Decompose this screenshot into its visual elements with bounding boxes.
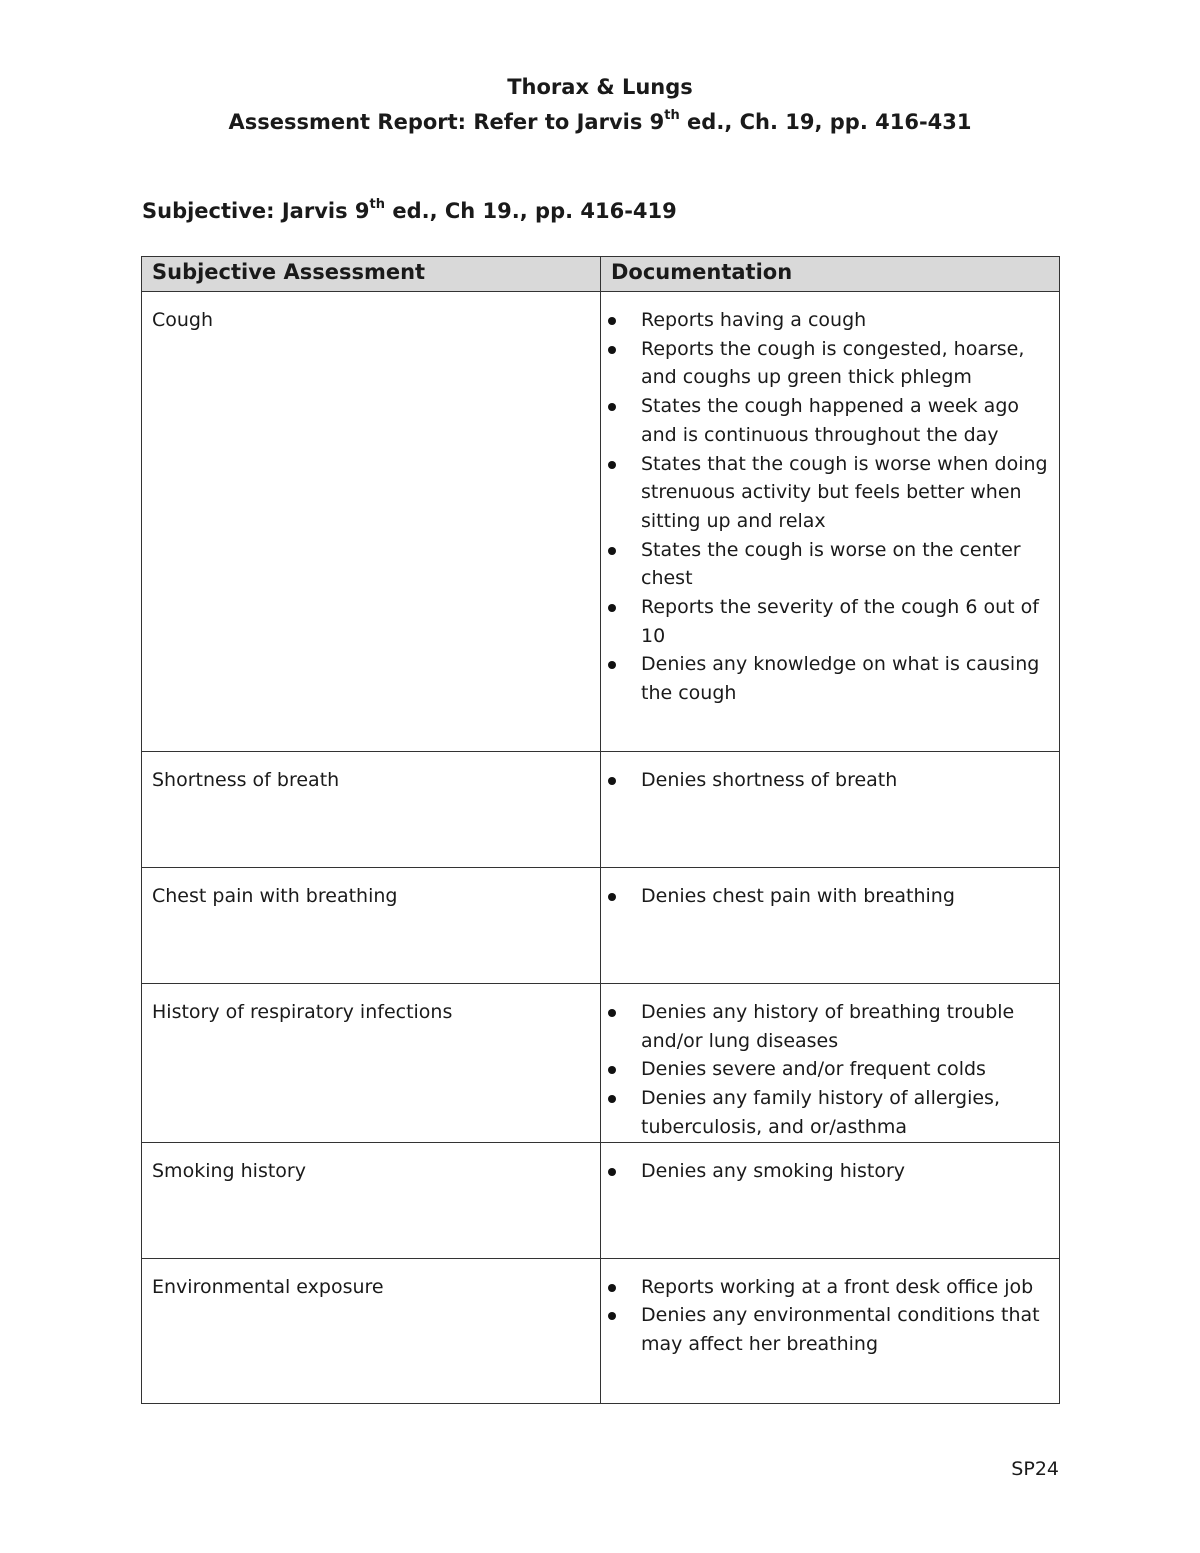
documentation-list (601, 984, 1059, 1142)
column-header-assessment: Subjective Assessment (142, 257, 601, 292)
assessment-label: Smoking history (152, 1159, 306, 1182)
list-item: Denies any family history of allergies, tuberculosis, and or/asthma (641, 1084, 1049, 1141)
documentation-list (601, 1143, 1059, 1186)
list-item: Denies any smoking history (641, 1157, 1049, 1186)
assessment-cell (142, 984, 601, 1143)
assessment-label: Chest pain with breathing (152, 885, 398, 907)
list-item: Reports having a cough (641, 306, 1049, 335)
subtitle-text-end: ed., Ch. 19, pp. 416-431 (679, 110, 972, 134)
documentation-list (601, 868, 1059, 911)
assessment-label: Environmental exposure (152, 1275, 384, 1298)
assessment-label: History of respiratory infections (152, 1001, 453, 1023)
list-item: Denies severe and/or frequent colds (641, 1055, 1049, 1084)
list-item: States that the cough is worse when doing strenuous activity but feels better when sitting up and relax (641, 450, 1049, 536)
list-item: States the cough is worse on the center chest (641, 536, 1049, 593)
list-item: Denies any environmental conditions that may affect her breathing (641, 1301, 1049, 1358)
documentation-cell (601, 292, 1060, 752)
assessment-cell (142, 868, 601, 984)
assessment-label: Cough (152, 309, 214, 331)
section-heading-text: Subjective: Jarvis 9 (142, 199, 370, 223)
list-item: Denies any knowledge on what is causing the cough (641, 650, 1049, 707)
assessment-cell (142, 292, 601, 752)
list-item: Denies chest pain with breathing (641, 882, 1049, 911)
table-row (142, 1142, 1060, 1258)
list-item: Denies any history of breathing trouble and/or lung diseases (641, 998, 1049, 1055)
subtitle-text: Assessment Report: Refer to Jarvis 9 (228, 110, 665, 134)
subtitle-superscript: th (664, 108, 680, 123)
footer-code: SP24 (1011, 1458, 1059, 1480)
table-header-row (142, 257, 1060, 292)
table-row (142, 984, 1060, 1143)
documentation-cell (601, 868, 1060, 984)
documentation-cell (601, 1258, 1060, 1403)
assessment-cell (142, 1142, 601, 1258)
column-header-documentation: Documentation (601, 257, 1060, 292)
section-heading-superscript: th (369, 197, 386, 212)
documentation-cell (601, 1142, 1060, 1258)
documentation-list (601, 292, 1059, 708)
assessment-table (141, 256, 1060, 1404)
list-item: Reports the cough is congested, hoarse, and coughs up green thick phlegm (641, 335, 1049, 392)
list-item: Reports the severity of the cough 6 out of 10 (641, 593, 1049, 650)
list-item: States the cough happened a week ago and is continuous throughout the day (641, 392, 1049, 449)
table-row (142, 868, 1060, 984)
assessment-label: Shortness of breath (152, 769, 340, 791)
table-row (142, 752, 1060, 868)
assessment-cell (142, 752, 601, 868)
documentation-cell (601, 984, 1060, 1143)
page-title: Thorax & Lungs (507, 75, 693, 99)
list-item: Denies shortness of breath (641, 766, 1049, 795)
assessment-cell (142, 1258, 601, 1403)
documentation-list (601, 752, 1059, 795)
table-row (142, 292, 1060, 752)
section-heading-text-end: ed., Ch 19., pp. 416-419 (385, 199, 677, 223)
list-item: Reports working at a front desk office job (641, 1273, 1049, 1302)
table-row (142, 1258, 1060, 1403)
page-subtitle (0, 110, 1200, 134)
documentation-list (601, 1259, 1059, 1359)
section-heading (142, 199, 677, 223)
documentation-cell (601, 752, 1060, 868)
